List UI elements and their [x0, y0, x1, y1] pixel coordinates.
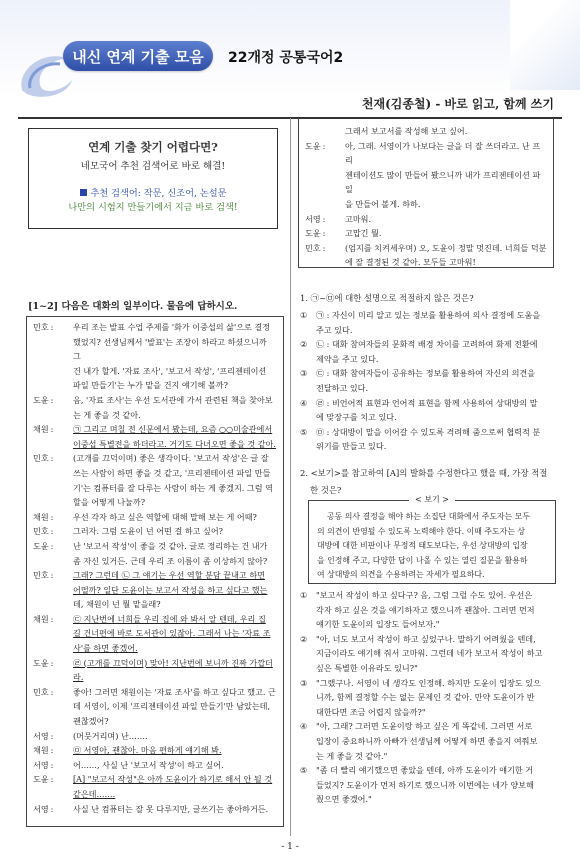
q1-option-text: ㉠ : 자신이 미리 알고 있는 정보를 활용하여 의사 결정에 도움을 [316, 310, 541, 320]
dialogue-line [27, 743, 283, 758]
utterance-text: 고마워. [345, 213, 372, 224]
q2-option-mark [300, 646, 316, 661]
q1-option-text: ㉣ : 비언어적 표현과 언어적 표현을 함께 사용하여 상대방의 말 [316, 397, 538, 408]
dialogue-line [299, 197, 553, 212]
speaker-colon: : [50, 394, 54, 405]
q1-option-text: 제약을 주고 있다. [316, 353, 379, 364]
dialogue-line [27, 597, 283, 612]
q2-option-text: 는 게 좋을 것 같아." [316, 750, 388, 761]
dialogue-line [27, 495, 283, 510]
speaker-colon: : [50, 511, 54, 522]
q1-option-line [300, 439, 558, 454]
question-1-stem: 1. ㉠~㉤에 대한 설명으로 적절하지 않은 것은? [300, 293, 474, 303]
speaker-label [305, 226, 345, 241]
utterance-text: 그래서 보고서를 작성해 보고 싶어. [345, 126, 468, 136]
q1-option-text: ㉤ : 상대방이 말을 이어갈 수 있도록 격려해 줌으로써 협력적 분 [316, 426, 541, 437]
utterance-text: 같은데……. [73, 789, 116, 799]
q1-option-text: 에 맞장구를 치고 있다. [316, 412, 397, 423]
q2-option-mark [300, 690, 316, 705]
speaker-name: 도윤 [33, 657, 49, 668]
speaker-label [305, 197, 345, 212]
question-1-options [300, 308, 558, 454]
q2-option-line [300, 705, 558, 720]
dialogue-line [27, 685, 283, 700]
q1-option-mark: ④ [300, 397, 308, 408]
q1-option-line [300, 323, 558, 338]
q1-option-line [300, 410, 558, 425]
q2-option-line [300, 763, 558, 778]
square-bullet-icon [80, 189, 87, 196]
utterance-text: 사실 난 컴퓨터는 잘 못 다루지만, 글쓰기는 좋아하거든. [73, 803, 269, 814]
dialogue-line [27, 510, 283, 525]
q2-option-text: 지금이라도 얘기해 줘서 고마워. 그런데 네가 보고서 작성이 하고 [316, 648, 543, 659]
promo-keywords-text: 추천 검색어: 작문, 신조어, 논설문 [90, 187, 227, 199]
speaker-label [33, 802, 73, 817]
speaker-label [33, 743, 73, 758]
dialogue-line [27, 802, 283, 817]
speaker-colon: : [50, 322, 54, 332]
q1-option-mark [300, 381, 316, 396]
promo-title: 연계 기출 찾기 어렵다면? [88, 140, 218, 154]
speaker-colon: : [50, 730, 54, 741]
speaker-name: 도윤 [33, 540, 49, 551]
speaker-label [33, 481, 73, 496]
speaker-label [33, 364, 73, 379]
utterance-text: 건 내가 할게. '자료 조사', '보고서 작성', '프리젠테이션 [73, 365, 267, 376]
speaker-label [33, 670, 73, 685]
dialogue-line [27, 335, 283, 364]
utterance-text: ㉢ 지난번에 너희들 우리 집에 와 봐서 알 텐데, 우리 집 [73, 613, 266, 624]
q2-option-text: "아, 그래? 그러면 도윤이랑 하고 싶은 게 똑같네. 그러면 서로 [316, 721, 533, 732]
q2-option-line [300, 617, 558, 632]
question-2-options [300, 588, 558, 807]
q2-option-mark [300, 705, 316, 720]
q1-option-text: ㉢ : 대화 참여자들이 공유하는 정보를 활용하여 자신의 의견을 [316, 368, 536, 379]
speaker-label [33, 524, 73, 539]
utterance-text: 우리 조는 발표 수업 주제를 '화가 이중섭의 삶'으로 결정 [73, 322, 271, 332]
utterance-text: [A] "보고서 작성"은 아까 도윤이가 하기로 해서 안 될 것 [73, 774, 273, 785]
bogi-label: < 보기 > [409, 494, 455, 505]
dialogue-line [299, 241, 553, 256]
speaker-label [33, 568, 73, 583]
dialogue-line [27, 364, 283, 379]
corner-decoration [510, 0, 580, 90]
speaker-label [33, 466, 73, 481]
speaker-colon: : [50, 570, 54, 581]
dialogue-line [27, 378, 283, 393]
utterance-text: ㉤ 서영아, 괜찮아. 마음 편하게 얘기해 봐. [73, 745, 222, 756]
speaker-name: 도윤 [33, 774, 49, 785]
utterance-text: 라. [73, 672, 84, 683]
q1-option-line [300, 381, 558, 396]
q2-option-text: 각자 하고 싶은 것을 얘기하자고 했으니까 괜찮아. 그러면 먼저 [316, 604, 535, 615]
q1-option-text: 주고 있다. [316, 324, 353, 335]
speaker-label [33, 597, 73, 612]
q2-option-line [300, 661, 558, 676]
dialogue-line [27, 699, 283, 714]
column-divider [290, 118, 291, 836]
speaker-label [33, 554, 73, 569]
dialogue-line [27, 539, 283, 554]
dialogue-line [27, 772, 283, 787]
speaker-label [305, 139, 345, 168]
q1-option-mark [300, 352, 316, 367]
q2-option-mark [300, 661, 316, 676]
dialogue-passage-continued [298, 118, 554, 268]
speaker-label [33, 335, 73, 364]
speaker-colon: : [322, 242, 326, 253]
q2-option-text: "좀 더 빨리 얘기했으면 좋았을 텐데, 아까 도윤이가 얘기한 거 [316, 765, 534, 776]
promo-cta: 나만의 시험지 만들기에서 지금 바로 검색! [68, 201, 238, 213]
speaker-colon: : [50, 745, 54, 756]
dialogue-line [299, 212, 553, 227]
speaker-label [33, 495, 73, 510]
dialogue-line [27, 393, 283, 408]
speaker-name: 서영 [305, 213, 321, 224]
q2-option-mark: ① [300, 590, 308, 600]
q1-option-mark [300, 323, 316, 338]
q1-option-line [300, 308, 558, 323]
q1-option-line [300, 366, 558, 381]
speaker-colon: : [50, 759, 54, 770]
dialogue-line [27, 714, 283, 729]
page-number: - 1 - [281, 842, 299, 852]
q2-option-text: 입장이 중요하니까 아빠가 선생님께 어떻게 하면 좋을지 여쭤보 [316, 735, 538, 746]
utterance-text: (엄지를 치켜세우며) 오, 도윤이 정말 멋진데. 너희들 덕분 [345, 242, 547, 253]
q2-option-mark [300, 778, 316, 793]
utterance-text: 에 잘 결정된 것 같아. 모두들 고마워! [345, 257, 476, 268]
speaker-name: 채원 [33, 613, 49, 624]
question-2-stem-line1: 2. <보기>를 참고하여 [A]의 발화를 수정한다고 했을 때, 가장 적절 [300, 468, 548, 478]
q2-option-line [300, 749, 558, 764]
speaker-name: 서영 [33, 730, 49, 741]
q1-option-mark [300, 410, 316, 425]
speaker-label [305, 241, 345, 256]
bogi-line: 공동 의사 결정을 해야 하는 소집단 대화에서 주도자는 모두 [327, 512, 531, 521]
question-set-heading: [1~2] 다음은 대화의 일부이다. 물음에 답하시오. [28, 301, 238, 312]
q2-option-mark [300, 734, 316, 749]
speaker-label [33, 408, 73, 423]
q2-option-mark: ③ [300, 677, 308, 688]
q1-option-line [300, 337, 558, 352]
speaker-label [33, 656, 73, 671]
q2-option-mark [300, 749, 316, 764]
speaker-name: 채원 [33, 745, 49, 756]
utterance-text: 좀 자신 있거든. 근데 우리 조 이름이 좀 이상하지 않아? [73, 555, 268, 566]
q2-option-text: 얘기한 도윤이의 입장도 들어보자." [316, 619, 440, 630]
speaker-name: 민호 [33, 570, 49, 581]
speaker-name: 서영 [33, 803, 49, 814]
dialogue-line [299, 226, 553, 241]
q2-option-line [300, 778, 558, 793]
utterance-text: 쓰는 사람이 하면 좋을 것 같고, '프리젠테이션 파일 만들 [73, 467, 271, 478]
speaker-label [33, 626, 73, 641]
speaker-name: 도윤 [305, 140, 321, 151]
q1-option-text: 전달하고 있다. [316, 382, 369, 393]
utterance-text: 했었지? 선생님께서 '발표'는 조장이 하라고 하셨으니까 그 [73, 336, 267, 362]
speaker-name: 채원 [33, 511, 49, 522]
speaker-label [33, 539, 73, 554]
utterance-text: 데, 채원이 넌 뭘 맡을래? [73, 599, 161, 610]
utterance-text: 어……, 사실 난 '보고서 작성'이 하고 싶어. [73, 759, 224, 770]
dialogue-line [27, 554, 283, 569]
q2-option-mark [300, 617, 316, 632]
bogi-line: 대방에 대한 비판이나 무정적 태도보다는, 우선 상대방의 입장 [317, 541, 528, 551]
speaker-label [305, 168, 345, 197]
speaker-name: 민호 [33, 526, 49, 537]
question-2-stem-line2: 한 것은? [310, 485, 342, 495]
promo-keywords [29, 187, 277, 201]
q1-option-mark: ③ [300, 368, 308, 379]
dialogue-passage [26, 316, 284, 827]
q2-option-line [300, 792, 558, 807]
utterance-text: 우선 각자 하고 싶은 역할에 대해 말해 보는 게 어때? [73, 511, 257, 522]
dialogue-line [27, 320, 283, 335]
dialogue-line [299, 124, 553, 139]
q2-option-text: 대한다면 조금 어렵지 않을까?" [316, 706, 426, 717]
bogi-line: 을 인정해 주고, 다양한 답이 나올 수 있는 열린 질문을 활용하 [317, 555, 528, 565]
speaker-label [33, 758, 73, 773]
speaker-name: 민호 [305, 242, 321, 253]
utterance-text: 그래? 그런데 ㉡ 그 얘기는 우선 역할 분담 끝내고 하면 [73, 570, 265, 581]
speaker-name: 도윤 [33, 394, 49, 405]
bogi-box [308, 495, 556, 584]
dialogue-line [27, 758, 283, 773]
speaker-label [33, 685, 73, 700]
speaker-name: 도윤 [305, 228, 321, 239]
speaker-label [33, 378, 73, 393]
q2-option-text: "그랬구나. 서영이 네 생각도 인정해. 하지만 도윤이 입장도 있으 [316, 677, 541, 688]
speaker-colon: : [50, 803, 54, 814]
utterance-text: ㉣ (고개를 끄덕이며) 맞아! 지난번에 보니까 진짜 가깝더 [73, 657, 273, 668]
q2-option-mark: ④ [300, 721, 308, 732]
bogi-text [309, 501, 555, 583]
q2-option-text: "아, 너도 보고서 작성이 하고 싶었구나. 말하기 어려웠을 텐데, [316, 633, 536, 644]
bogi-line: 여 상대방의 의견을 수용하려는 자세가 필요하다. [317, 570, 485, 580]
speaker-colon: : [50, 686, 54, 697]
q2-option-line [300, 603, 558, 618]
q2-option-line [300, 646, 558, 661]
dialogue-line [27, 524, 283, 539]
utterance-text: 아, 그래. 서영이가 나보다는 글을 더 잘 쓰더라고. 난 프리 [345, 140, 541, 166]
source-textbook: 천재(김종철) - 바로 읽고, 함께 쓰기 [361, 97, 554, 111]
dialogue-line [27, 656, 283, 671]
q1-option-mark: ② [300, 339, 308, 350]
dialogue-line [27, 451, 283, 466]
speaker-label [305, 212, 345, 227]
speaker-colon: : [322, 228, 326, 239]
speaker-label [305, 255, 345, 268]
utterance-text: 그러자. 그럼 도윤이 넌 어떤 걸 하고 싶어? [73, 526, 224, 537]
speaker-name: 민호 [33, 453, 49, 464]
dialogue-line [27, 612, 283, 627]
speaker-label [33, 583, 73, 598]
speaker-name: 민호 [33, 686, 49, 697]
q1-option-line [300, 396, 558, 411]
subject-title: 22개정 공통국어2 [228, 50, 344, 66]
q2-option-text: 니까, 함께 결정할 수는 없는 문제인 것 같아. 만약 도윤이가 반 [316, 692, 535, 703]
speaker-label [33, 393, 73, 408]
speaker-name: 민호 [33, 322, 49, 332]
speaker-colon: : [50, 774, 54, 785]
speaker-label [33, 422, 73, 437]
speaker-label [33, 510, 73, 525]
q1-option-mark: ① [300, 310, 308, 320]
utterance-text: (고개를 끄덕이며) 좋은 생각이다. '보고서 작성'은 글 잘 [73, 453, 269, 464]
dialogue-line [299, 139, 553, 168]
speaker-name: 서영 [33, 759, 49, 770]
dialogue-line [27, 408, 283, 423]
utterance-text: 사'를 하면 좋겠어. [73, 643, 138, 654]
q2-option-line [300, 734, 558, 749]
utterance-text: 는 게 좋을 것 같아. [73, 409, 141, 420]
dialogue-line [299, 168, 553, 197]
promo-subtitle: 네모국어 추천 검색어로 바로 해결! [80, 160, 226, 172]
utterance-text: 을 만들어 볼게. 하하. [345, 198, 421, 209]
dialogue-line [27, 729, 283, 744]
speaker-label [305, 124, 345, 139]
promo-box [28, 128, 278, 229]
q2-option-mark [300, 792, 316, 807]
utterance-text: 고맙긴 뭘. [345, 228, 382, 239]
utterance-text: (머뭇거리며) 난……. [73, 730, 148, 741]
q2-option-text: 들었지? 도윤이가 먼저 하기로 했으니까 이번에는 네가 양보해 [316, 779, 534, 790]
dialogue-line [27, 481, 283, 496]
q2-option-text: 싶은 특별한 이유라도 있니?" [316, 662, 418, 673]
utterance-text: 음, '자료 조사'는 우선 도서관에 가서 관련된 책을 찾아보 [73, 394, 273, 405]
q2-option-mark: ② [300, 633, 308, 644]
speaker-label [33, 641, 73, 656]
q2-option-line [300, 719, 558, 734]
utterance-text: 데 서영이, 이제 '프리젠테이션 파일 만들기'만 남았는데, [73, 701, 271, 712]
speaker-colon: : [322, 213, 326, 224]
dialogue-line [27, 583, 283, 598]
utterance-text: 어떨까? 일단 도윤이는 보고서 작성을 하고 싶다고 했는 [73, 584, 268, 595]
utterance-text: 기'는 컴퓨터를 잘 다루는 사람이 하는 게 좋겠지. 그럼 역 [73, 482, 273, 493]
utterance-text: 젠테이션도 많이 만들어 봤으니까 내가 프리젠테이션 파일 [345, 169, 541, 195]
dialogue-line [27, 670, 283, 685]
speaker-label [33, 714, 73, 729]
q1-option-mark [300, 439, 316, 454]
speaker-colon: : [50, 657, 54, 668]
dialogue-line [27, 568, 283, 583]
q2-option-text: 줬으면 좋겠어." [316, 794, 372, 805]
utterance-text: 길 건너편에 바로 도서관이 있잖아. 그래서 나는 '자료 조 [73, 628, 271, 639]
speaker-colon: : [50, 526, 54, 537]
q1-option-line [300, 425, 558, 440]
q2-option-line [300, 632, 558, 647]
q2-option-line [300, 676, 558, 691]
dialogue-line [27, 437, 283, 452]
q2-option-mark [300, 603, 316, 618]
speaker-label [33, 612, 73, 627]
q2-option-mark: ⑤ [300, 765, 308, 776]
q2-option-line [300, 588, 558, 603]
speaker-label [33, 320, 73, 335]
speaker-label [33, 451, 73, 466]
utterance-text: 좋아! 그러면 채원이는 '자료 조사'를 하고 싶다고 했고. 근 [73, 686, 276, 697]
q2-option-line [300, 690, 558, 705]
speaker-colon: : [50, 613, 54, 624]
utterance-text: ㉠ 그리고 며칠 전 신문에서 봤는데, 요즘 ○○미술관에서 [73, 424, 273, 435]
dialogue-line [27, 787, 283, 802]
q2-option-text: "보고서 작성이 하고 싶다구? 음, 그럼 그럴 수도 있어. 우선은 [316, 590, 533, 600]
utterance-text: 난 '보고서 작성'이 좋을 것 같아. 글로 정리하는 건 내가 [73, 540, 268, 551]
dialogue-line [27, 626, 283, 641]
dialogue-line [27, 641, 283, 656]
q1-option-text: 위기를 만들고 있다. [316, 441, 387, 452]
speaker-label [33, 729, 73, 744]
speaker-label [33, 772, 73, 787]
speaker-colon: : [50, 453, 54, 464]
q1-option-line [300, 352, 558, 367]
bogi-line: 의 의견이 반영될 수 있도록 노력해야 한다. 이때 주도자는 상 [317, 526, 526, 536]
dialogue-line [299, 255, 553, 268]
question-1 [300, 291, 558, 454]
speaker-colon: : [322, 140, 326, 151]
speaker-colon: : [50, 424, 54, 435]
speaker-label [33, 437, 73, 452]
q1-option-mark: ⑤ [300, 426, 308, 437]
utterance-text: 괜찮겠어? [73, 716, 109, 727]
utterance-text: 할을 어떻게 나눌까? [73, 497, 146, 508]
dialogue-line [27, 466, 283, 481]
utterance-text: 이중섭 특별전을 하더라고. 거기도 다녀오면 좋을 것 같아. [73, 438, 276, 449]
speaker-colon: : [50, 540, 54, 551]
speaker-name: 채원 [33, 424, 49, 435]
utterance-text: 파일 만들기'는 누가 맡을 건지 얘기해 볼까? [73, 380, 228, 391]
speaker-label [33, 699, 73, 714]
series-title-badge: 내신 연계 기출 모음 [63, 41, 213, 71]
dialogue-line [27, 422, 283, 437]
speaker-label [33, 787, 73, 802]
q1-option-text: ㉡ : 대화 참여자들의 문화적 배경 차이를 고려하여 화제 전환에 [316, 339, 538, 350]
